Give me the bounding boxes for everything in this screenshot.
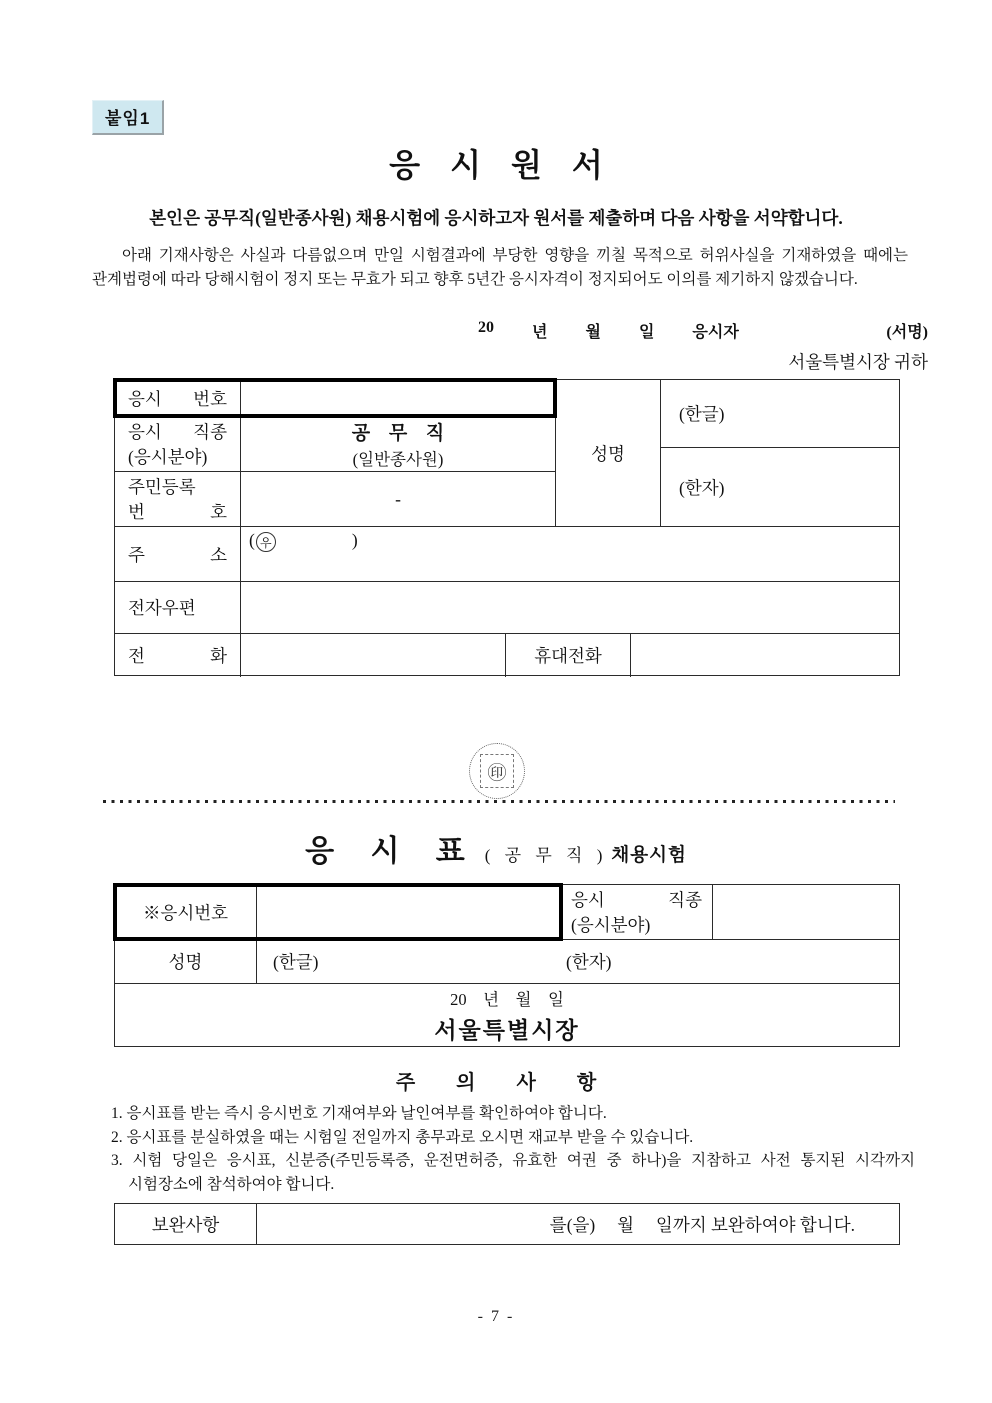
supplement-label-cell: 보완사항 — [115, 1204, 257, 1244]
resident-number-label-cell — [115, 472, 241, 526]
applicant-label: 응시자 — [692, 324, 739, 341]
exam-number-input-cell — [241, 380, 555, 416]
job-type-value-sub: (일반종사원) — [352, 450, 444, 469]
job-type-value-main: 공 무 직 — [351, 423, 452, 444]
pledge-body-text: 아래 기재사항은 사실과 다름없으며 만일 시험결과에 부당한 영향을 끼칠 목적으로 허위사실을 기재하였을 때에는 관계법령에 따라 당해시험이 정지 또는 무효가 되고 향후 5년간 응시자격이 정지되어도 이의를 제기하지 않겠습니다. — [92, 247, 908, 288]
slip-name-hangul-label: (한글) — [273, 952, 319, 972]
address-input-cell — [241, 527, 899, 555]
job-type-value-cell — [241, 417, 555, 471]
slip-exam-number-input-cell — [257, 885, 561, 939]
cut-line-divider — [103, 800, 895, 803]
slip-name-hanja-label: (한자) — [566, 952, 612, 972]
email-input-cell — [241, 582, 899, 633]
application-date-line — [478, 319, 739, 342]
postal-close-paren: ) — [351, 530, 358, 550]
slip-issuer: 서울특별시장 — [434, 1017, 580, 1043]
addressee-line: 서울특별시장 귀하 — [788, 352, 928, 372]
slip-title — [0, 826, 992, 870]
notice-list — [111, 1102, 915, 1196]
slip-job-type-label-cell — [561, 885, 713, 939]
date-day-label: 일 — [638, 324, 655, 341]
notice-item-3: 3. 시험 당일은 응시표, 신분증(주민등록증, 운전면허증, 유효한 여권 중 하나)을 지참하고 사전 통지된 시각까지 시험장소에 참석하여야 합니다. — [111, 1152, 915, 1193]
signature-label: (서명) — [886, 324, 928, 341]
slip-title-suffix: 채용시험 — [611, 846, 687, 866]
slip-title-paren: ( 공 무 직 ) — [484, 846, 608, 865]
application-table — [114, 379, 900, 676]
date-year-label: 년 — [532, 324, 548, 341]
mobile-label-cell: 휴대전화 — [506, 634, 631, 677]
exam-number-label: 응시 번호 — [128, 388, 227, 409]
notice-item-1: 1. 응시표를 받는 즉시 응시번호 기재여부와 날인여부를 확인하여야 합니다. — [111, 1105, 607, 1122]
supplement-table — [114, 1203, 900, 1245]
notice-title: 주 의 사 항 — [395, 1072, 597, 1094]
page-number: - 7 - — [477, 1308, 515, 1325]
email-label-cell — [115, 582, 241, 633]
slip-exam-number-label-cell: ※응시번호 — [115, 885, 257, 939]
postal-code-icon: 우 — [256, 532, 276, 552]
address-label-cell — [115, 527, 241, 581]
job-type-label-line2: (응시분야) — [128, 447, 208, 467]
phone-input-cell — [241, 634, 506, 677]
slip-title-main: 응 시 표 — [305, 835, 479, 868]
slip-job-type-label-line1: 응시 직종 — [571, 890, 702, 910]
slip-date-line: 20 년 월 일 — [450, 989, 564, 1009]
email-label: 전자우편 — [128, 598, 196, 618]
postal-open-paren: ( — [249, 530, 255, 550]
slip-job-type-input-cell — [713, 885, 899, 939]
attachment-badge: 붙임1 — [92, 100, 164, 135]
exam-slip-table — [114, 884, 900, 1047]
name-hangul-input-cell: (한글) — [661, 380, 899, 448]
date-year-prefix: 20 — [478, 319, 494, 336]
form-title: 응시원서 — [389, 147, 633, 183]
resident-number-label-line1: 주민등록 — [128, 477, 196, 497]
phone-label-cell — [115, 634, 241, 677]
job-type-label-cell — [115, 417, 241, 471]
address-label: 주 소 — [128, 544, 227, 565]
pledge-statement: 본인은 공무직(일반종사원) 채용시험에 응시하고자 원서를 제출하며 다음 사항을 서약합니다. — [149, 208, 843, 228]
stamp-circle — [469, 743, 525, 799]
phone-label: 전 화 — [128, 646, 227, 666]
slip-name-input-cell — [257, 940, 899, 983]
mobile-input-cell — [631, 634, 899, 677]
supplement-text-cell: 를(을) 월 일까지 보완하여야 합니다. — [549, 1214, 855, 1235]
name-label-cell: 성명 — [556, 380, 661, 526]
resident-number-label-line2: 번 호 — [128, 502, 227, 522]
slip-name-label-cell: 성명 — [115, 940, 257, 983]
seal-icon: ㊞ — [480, 754, 514, 788]
notice-item-2: 2. 응시표를 분실하였을 때는 시험일 전일까지 총무과로 오시면 재교부 받을 수 있습니다. — [111, 1128, 694, 1146]
exam-number-label-cell — [115, 380, 241, 416]
resident-number-input-cell: - — [395, 488, 401, 509]
slip-job-type-label-line2: (응시분야) — [571, 915, 651, 935]
date-month-label: 월 — [585, 324, 601, 341]
job-type-label-line1: 응시 직종 — [128, 422, 227, 442]
name-hanja-input-cell: (한자) — [679, 477, 725, 498]
